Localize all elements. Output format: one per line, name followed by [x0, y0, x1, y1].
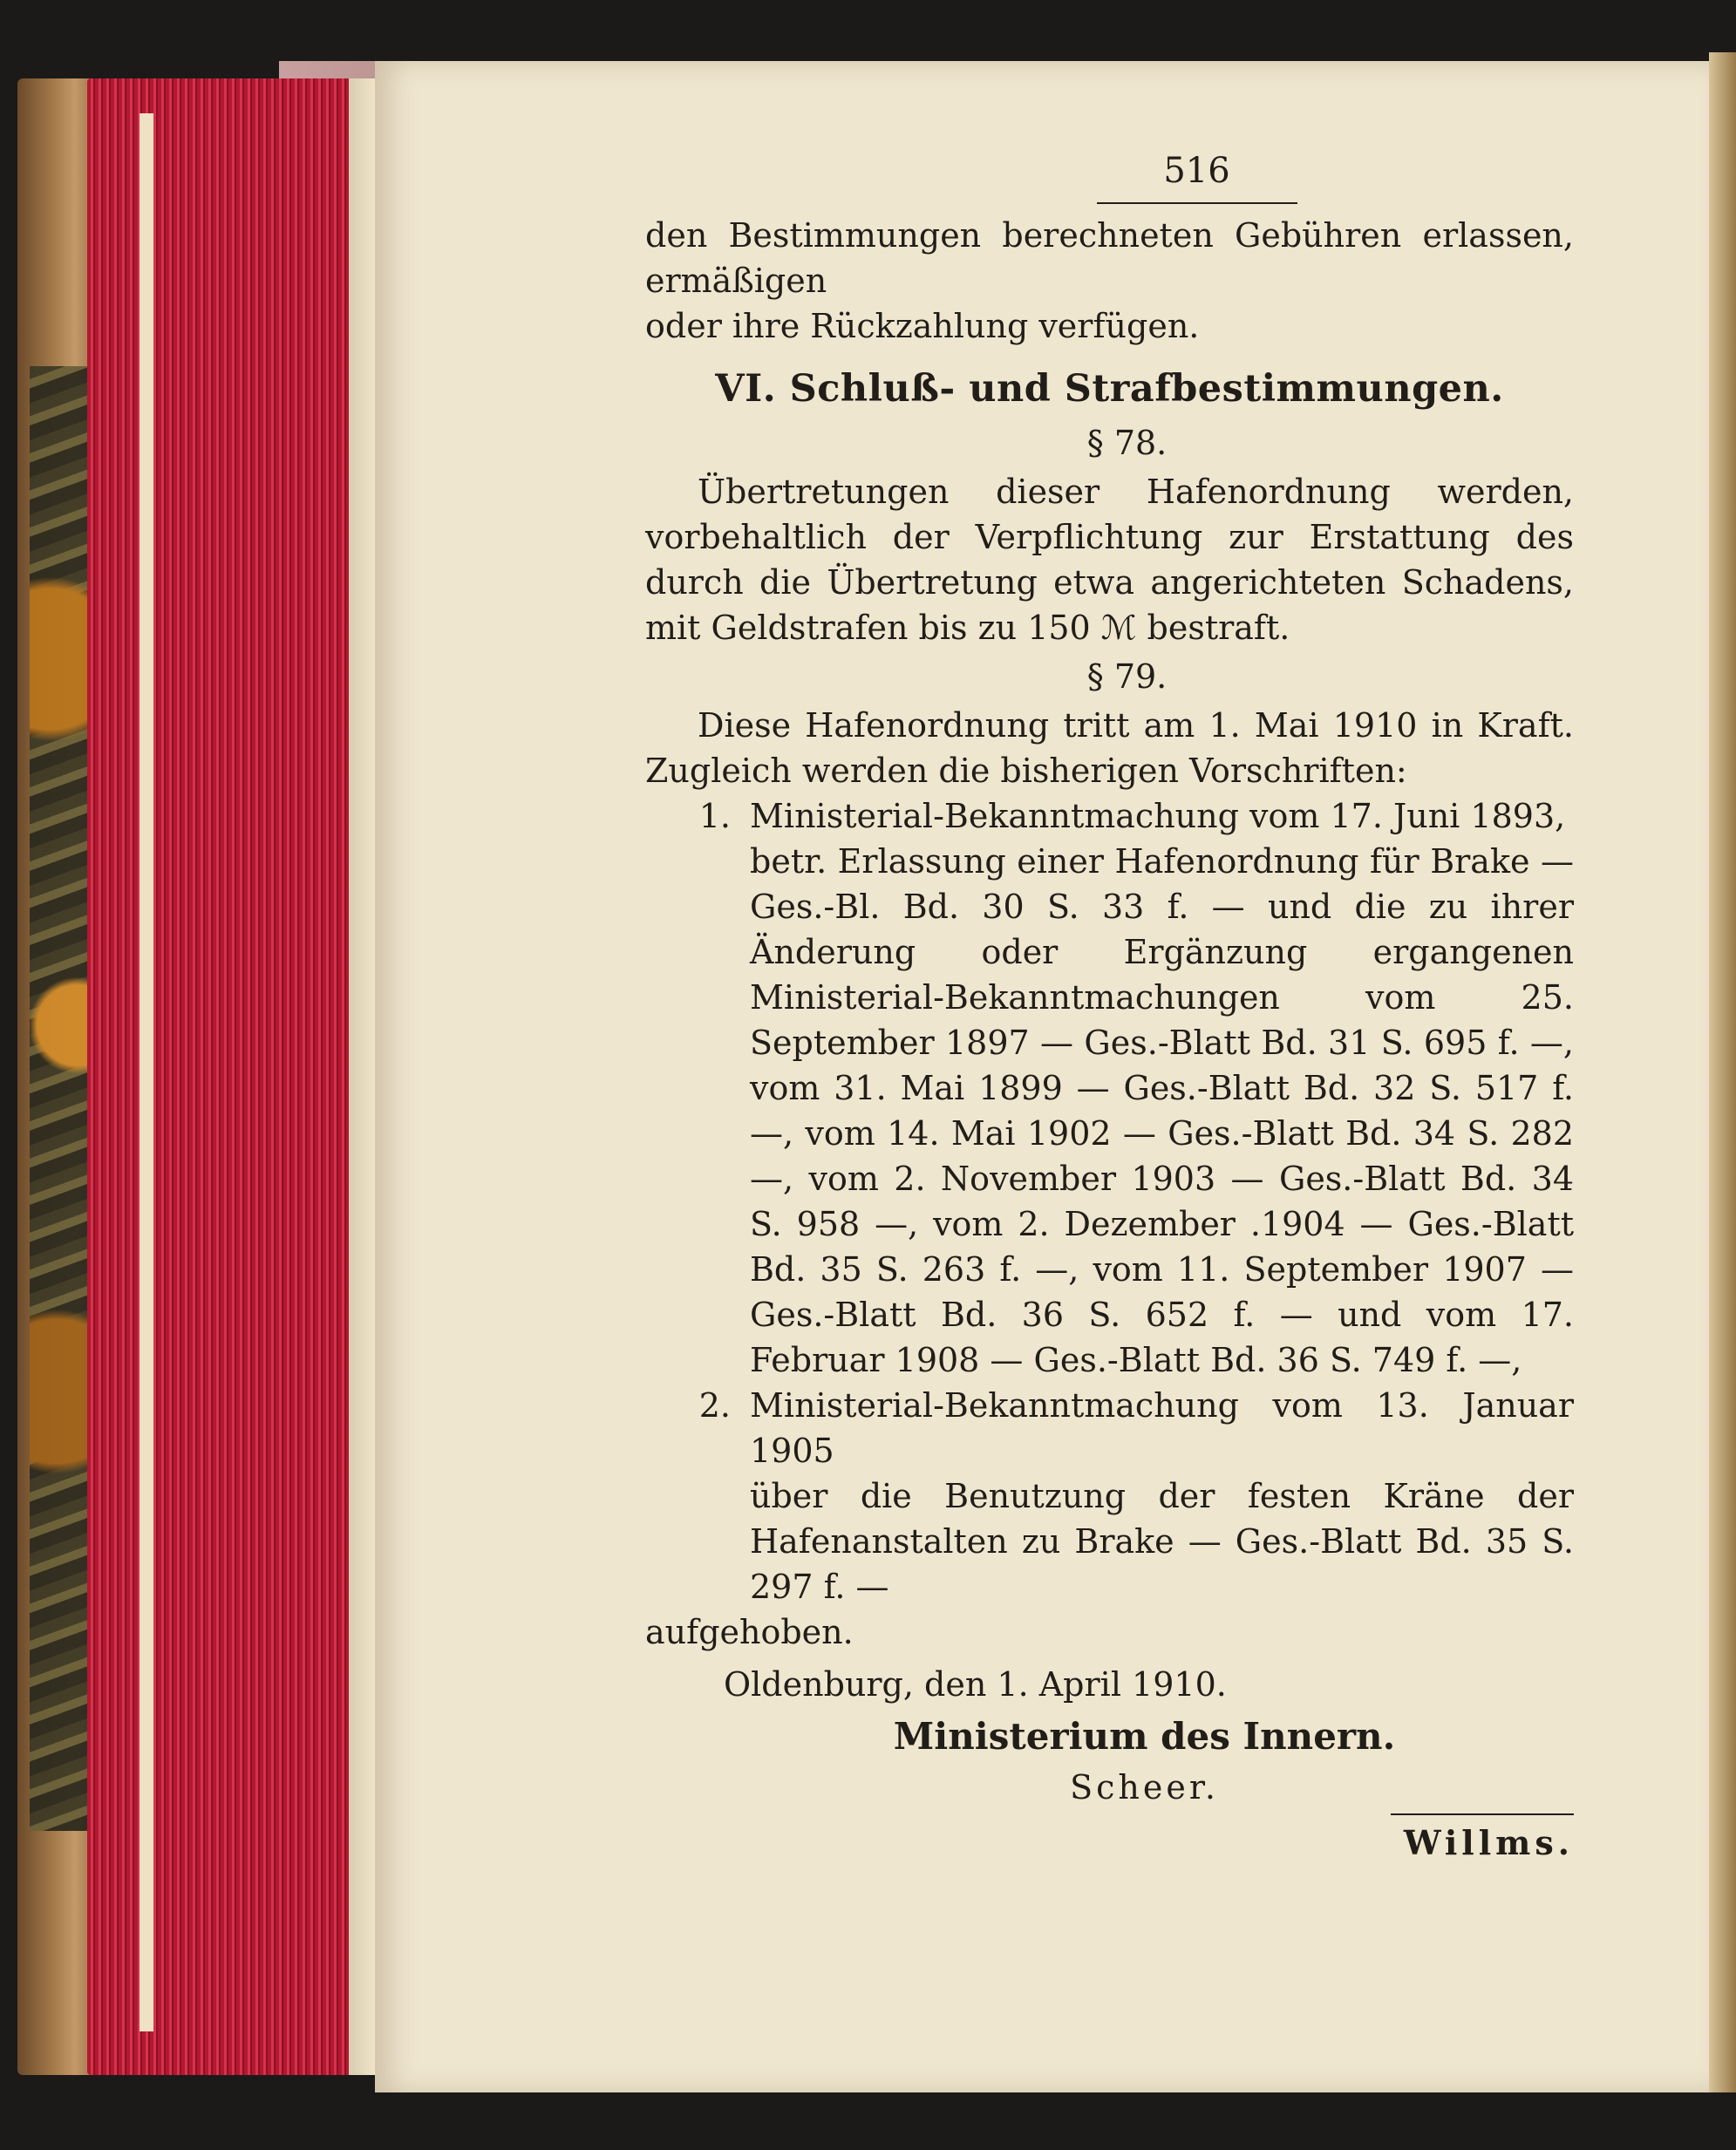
page-stack-edge — [87, 78, 375, 2075]
list-item-1-first-line: Ministerial-Bekanntmachung vom 17. Juni 1893, — [750, 797, 1566, 835]
list-item-1-body — [645, 839, 1574, 1383]
list-item-1-rest: betr. Erlassung einer Hafenordnung für Brake — Ges.-Bl. Bd. 30 S. 33 f. — und die zu ihrer Änderung oder Ergänzung ergangenen Ministerial-Bekanntmachungen vom 25. September 1897 — Ges.-Blatt Bd. 31 S. 695 f. —, vom 31. Mai 1899 — Ges.-Blatt Bd. 32 S. 517 f. —, vom 14. Mai 1902 — Ges.-Blatt Bd. 34 S. 282 —, vom 2. November 1903 — Ges.-Blatt Bd. 34 S. 958 —, vom 2. Dezember .1904 — Ges.-Blatt Bd. 35 S. 263 f. —, vom 11. September 1907 — Ges.-Blatt Bd. 36 S. 652 f. — und vom 17. Februar 1908 — Ges.-Blatt Bd. 36 S. 749 f. —, — [750, 842, 1574, 1379]
paragraph-78-sign: § 78. — [1086, 424, 1168, 462]
paragraph-78-text: Übertretungen dieser Hafenordnung werden, vorbehaltlich der Verpflichtung zur Erstattung des durch die Übertretung etwa angerichteten Schadens, mit Geldstrafen bis zu 150 ℳ bestraft. — [645, 473, 1574, 647]
list-item-2-first-line: Ministerial-Bekanntmachung vom 13. Januar 1905 — [750, 1386, 1574, 1470]
signature-willms: Willms. — [1391, 1813, 1574, 1866]
intro-line-2: oder ihre Rückzahlung verfügen. — [645, 307, 1200, 345]
ministry-name: Ministerium des Innern. — [893, 1715, 1396, 1758]
right-page-edge — [1709, 52, 1736, 2092]
list-item-1-number: 1. — [698, 797, 731, 835]
list-item-2 — [645, 1383, 1574, 1473]
list-item-2-rest: über die Benutzung der festen Kräne der Hafenanstalten zu Brake — Ges.-Blatt Bd. 35 S. 297 f. — — [750, 1477, 1574, 1606]
list-item-2-number: 2. — [698, 1386, 731, 1425]
intro-paragraph — [645, 213, 1574, 349]
paragraph-79-text: Diese Hafenordnung tritt am 1. Mai 1910 in Kraft. Zugleich werden die bisherigen Vorschriften: — [645, 706, 1574, 790]
paragraph-79-sign: § 79. — [1086, 657, 1168, 696]
list-item-1 — [645, 793, 1574, 839]
signature-scheer: Scheer. — [1070, 1768, 1219, 1806]
section-heading: VI. Schluß- und Strafbestimmungen. — [715, 367, 1504, 411]
place-and-date: Oldenburg, den 1. April 1910. — [724, 1665, 1227, 1704]
intro-line-1: den Bestimmungen berechneten Gebühren erlassen, ermäßigen — [645, 216, 1574, 300]
page-text — [645, 148, 1574, 1866]
list-item-2-body — [645, 1473, 1574, 1609]
page-number: 516 — [1097, 148, 1297, 204]
closing-word: aufgehoben. — [645, 1613, 854, 1651]
